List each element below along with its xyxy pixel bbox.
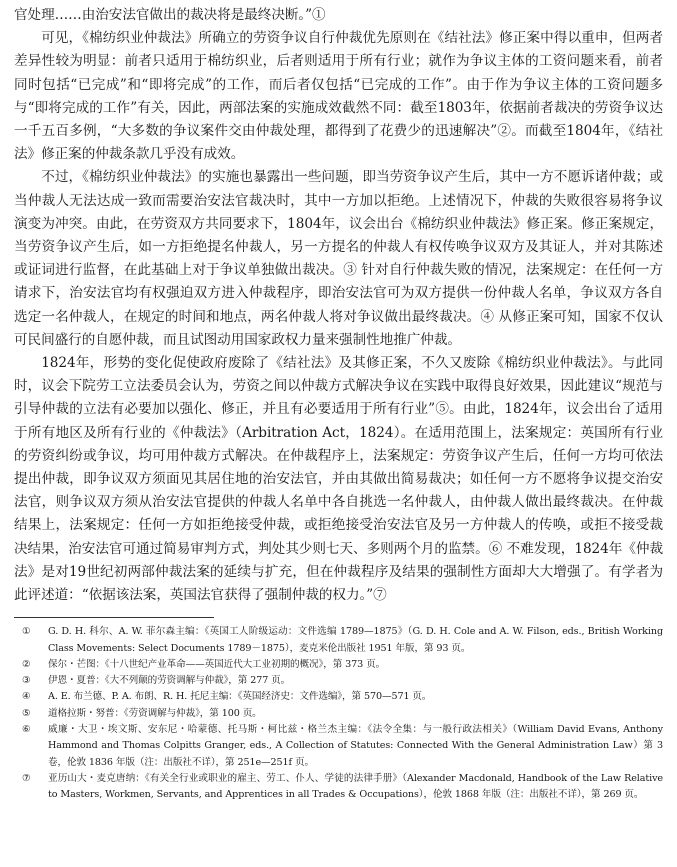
footnote-text: 威廉・大卫・埃文斯、安东尼・哈蒙德、托马斯・柯比兹・格兰杰主编：《法令全集：与一般行政法相关》（William David Evans, Anthony Hammond and Thomas Colpitts Granger, eds., A Collection of Statutes: Connected With the General Administration Law）第 3 卷，伦敦 1836 年版（注：出版社不详），第 251e—251f 页。 bbox=[48, 724, 663, 768]
body-text bbox=[14, 4, 663, 607]
footnote bbox=[14, 673, 663, 689]
footnote-number: ⑤ bbox=[22, 707, 31, 719]
footnote bbox=[14, 771, 663, 804]
footnote-text: G. D. H. 科尔、A. W. 菲尔森主编：《英国工人阶级运动：文件选编 1789—1875》（G. D. H. Cole and A. W. Filson, eds., British Working Class Movements: Select Documents 1789－1875），麦克米伦出版社 1951 年版，第 93 页。 bbox=[48, 626, 663, 654]
paragraph-continuation: 官处理……由治安法官做出的裁决将是最终决断。”① bbox=[14, 7, 326, 23]
footnote-number: ① bbox=[22, 626, 31, 638]
footnote-number: ④ bbox=[22, 691, 31, 703]
footnote bbox=[14, 722, 663, 771]
footnotes bbox=[14, 624, 663, 803]
footnote bbox=[14, 657, 663, 673]
footnote-text: A. E. 布兰德、P. A. 布朗、R. H. 托尼主编：《英国经济史：文件选编》，第 570—571 页。 bbox=[48, 691, 432, 703]
footnote bbox=[14, 624, 663, 657]
footnote-number: ⑥ bbox=[22, 724, 31, 736]
paragraph: 可见，《棉纺织业仲裁法》所确立的劳资争议自行仲裁优先原则在《结社法》修正案中得以重申，但两者差异性较为明显：前者只适用于棉纺织业，后者则适用于所有行业；就作为争议主体的工资问题来看，前者同时包括“已完成”和“即将完成”的工作，而后者仅包括“已完成的工作”。由于作为争议主体的工资问题多与“即将完成的工作”有关，因此，两部法案的实施成效截然不同：截至1803年，依据前者裁决的劳资争议达一千五百多例，“大多数的争议案件交由仲裁处理，都得到了花费少的迅速解决”②。而截至1804年，《结社法》修正案的仲裁条款几乎没有成效。 bbox=[14, 30, 663, 163]
paragraph: 不过，《棉纺织业仲裁法》的实施也暴露出一些问题，即当劳资争议产生后，其中一方不愿诉诸仲裁；或当仲裁人无法达成一致而需要治安法官裁决时，其中一方加以拒绝。上述情况下，仲裁的失败很容易将争议演变为冲突。由此，在劳资双方共同要求下，1804年，议会出台《棉纺织业仲裁法》修正案。修正案规定，当劳资争议产生后，如一方拒绝提名仲裁人，另一方提名的仲裁人有权传唤争议双方及其证人，并对其陈述或证词进行监督，在此基础上对于争议单独做出裁决。③ 针对自行仲裁失败的情况，法案规定：在任何一方请求下，治安法官均有权强迫双方进入仲裁程序，即治安法官可为双方提供一份仲裁人名单，争议双方各自选定一名仲裁人，在规定的时间和地点，两名仲裁人将对争议做出最终裁决。④ 从修正案可知，国家不仅认可民间盛行的自愿仲裁，而且试图动用国家政权力量来强制性地推广仲裁。 bbox=[14, 169, 663, 348]
footnote-text: 亚历山大・麦克唐纳：《有关全行业或职业的雇主、劳工、仆人、学徒的法律手册》（Alexander Macdonald, Handbook of the Law Relative to Masters, Workmen, Servants, and Apprentices in all Trades & Occupations），伦敦 1868 年版（注：出版社不详），第 269 页。 bbox=[48, 772, 663, 801]
footnote bbox=[14, 706, 663, 722]
footnote-divider bbox=[14, 617, 214, 618]
footnote-number: ③ bbox=[22, 675, 31, 687]
footnote-text: 道格拉斯・努普：《劳资调解与仲裁》，第 100 页。 bbox=[48, 707, 262, 719]
footnote-text: 保尔・芒图：《十八世纪产业革命——英国近代大工业初期的概况》，第 373 页。 bbox=[48, 658, 386, 670]
footnote bbox=[14, 689, 663, 705]
footnote-text: 伊恩・夏普：《大不列颠的劳资调解与仲裁》，第 277 页。 bbox=[48, 675, 291, 687]
paragraph: 1824年，形势的变化促使政府废除了《结社法》及其修正案，不久又废除《棉纺织业仲裁法》。与此同时，议会下院劳工立法委员会认为，劳资之间以仲裁方式解决争议在实践中取得良好效果，因此建议“规范与引导仲裁的立法有必要加以强化、修正，并且有必要适用于所有行业”⑤。由此，1824年，议会出台了适用于所有地区及所有行业的《仲裁法》（Arbitration Act，1824）。在适用范围上，法案规定：英国所有行业的劳资纠纷或争议，均可用仲裁方式解决。在仲裁程序上，法案规定：劳资争议产生后，任何一方均可依法提出仲裁，即争议双方须面见其居住地的治安法官，并由其做出简易裁决；如任何一方不愿将争议提交治安法官，则争议双方须从治安法官提供的仲裁人名单中各自挑选一名仲裁人，由仲裁人做出最终裁决。在仲裁结果上，法案规定：任何一方如拒绝接受仲裁，或拒绝接受治安法官及另一方仲裁人的传唤，或拒不接受裁决结果，治安法官可通过简易审判方式，判处其少则七天、多则两个月的监禁。⑥ 不难发现，1824年《仲裁法》是对19世纪初两部仲裁法案的延续与扩充，但在仲裁程序及结果的强制性方面却大大增强了。有学者为此评述道：“依据该法案，英国法官获得了强制仲裁的权力。”⑦ bbox=[14, 355, 663, 604]
footnote-number: ⑦ bbox=[22, 772, 31, 784]
footnote-number: ② bbox=[22, 658, 31, 670]
